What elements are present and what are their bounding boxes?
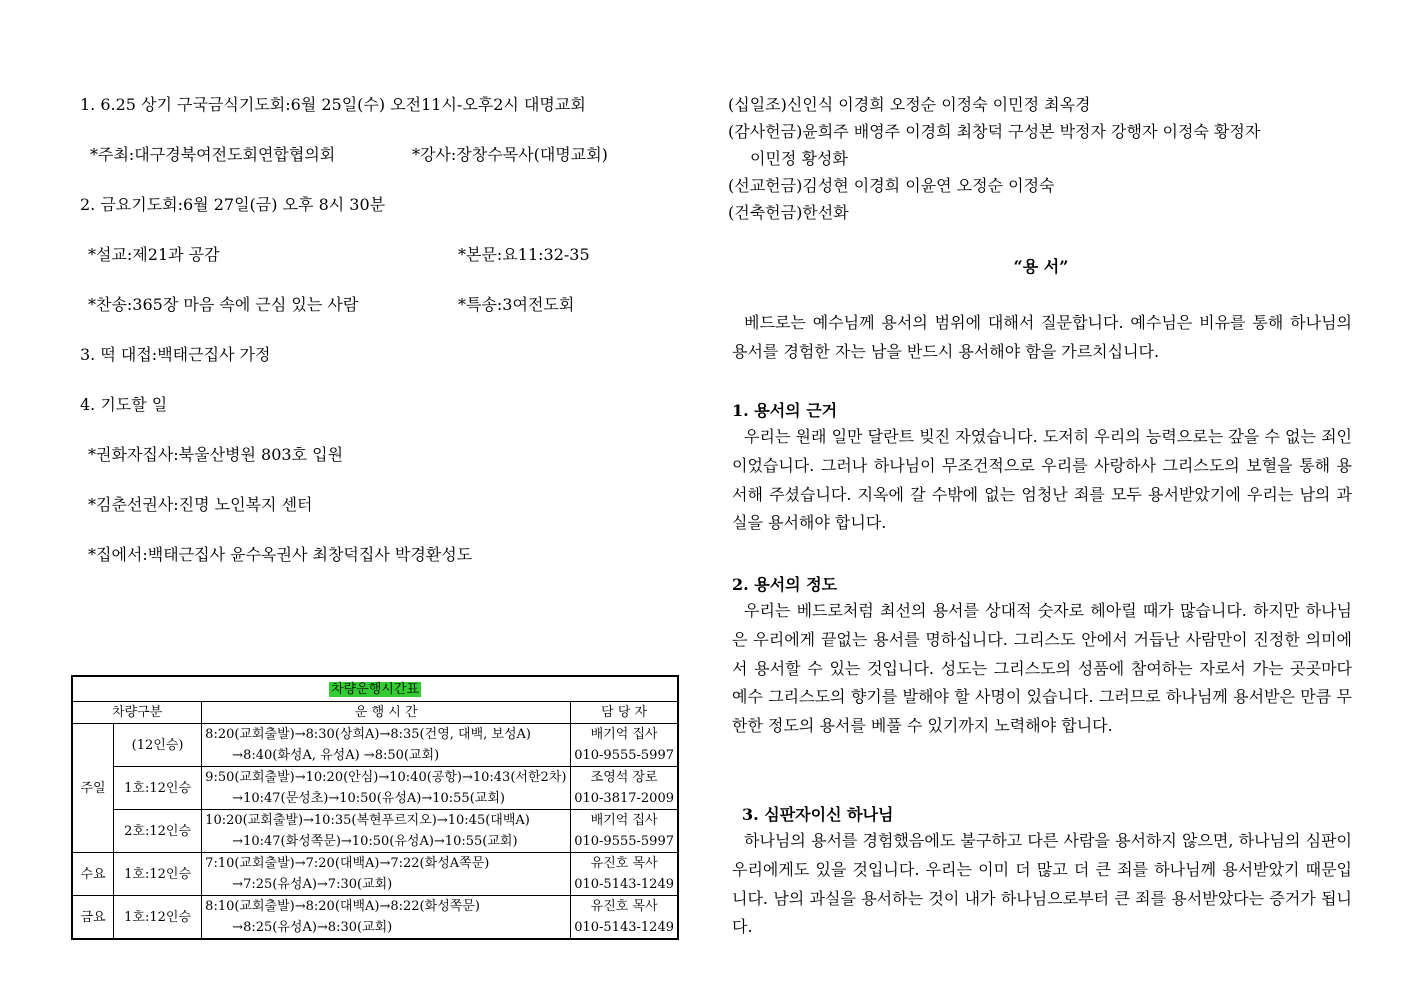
sermon-title: “용 서” (1013, 257, 1069, 276)
notice-item-1-speaker: *강사:장창수목사(대명교회) (412, 145, 608, 164)
route-line: 8:10(교회출발)→8:20(대백A)→8:22(화성쪽문) (202, 896, 571, 918)
notice-item-2-hymn: *찬송:365장 마음 속에 근심 있는 사람 (88, 295, 359, 314)
section-paragraph-2: 우리는 베드로처럼 최선의 용서를 상대적 숫자로 헤아릴 때가 많습니다. 하지만 하나님은 우리에게 끝없는 용서를 명하십니다. 그리스도 안에서 거듭난 사람만이 진정한 의미에서 용서할 수 있는 것입니다. 성도는 그리스도의 성품에 참여하는 자로서 가는 곳곳마다 예수 그리스도의 향기를 발해야 할 사명이 있습니다. 그러므로 하나님께 용서받은 만큼 무한한 정도의 용서를 베풀 수 있기까지 노력해야 합니다. (732, 601, 1352, 736)
person-cell: 유진호 목사 (571, 896, 678, 918)
route-line: →8:25(유성A)→8:30(교회) (202, 917, 571, 939)
vehicle-cell: 2호:12인승 (114, 810, 202, 853)
route-line: →10:47(화성쪽문)→10:50(유성A)→10:55(교회) (202, 831, 571, 853)
table-row (72, 896, 678, 918)
table-row (72, 724, 678, 746)
prayer-item-a: *권화자집사:북울산병원 803호 입원 (88, 445, 344, 464)
table-row (72, 767, 678, 789)
vehicle-schedule-table (71, 675, 679, 940)
section-heading-1: 1. 용서의 근거 (732, 401, 838, 420)
notice-item-2-sermon: *설교:제21과 공감 (88, 245, 220, 264)
day-friday: 금요 (72, 896, 114, 940)
offering-thanks-cont: 이민정 황성화 (750, 149, 848, 168)
person-cell: 유진호 목사 (571, 853, 678, 875)
schedule-title: 차량운행시간표 (331, 681, 419, 697)
route-line: 7:10(교회출발)→7:20(대백A)→7:22(화성A쪽문) (202, 853, 571, 875)
notice-item-1-host: *주최:대구경북여전도회연합협의회 (90, 145, 336, 164)
day-wednesday: 수요 (72, 853, 114, 896)
header-person: 담 당 자 (571, 702, 678, 724)
offering-mission: (선교헌금)김성현 이경희 이윤연 오정순 이정숙 (728, 176, 1055, 195)
table-header-row (72, 702, 678, 724)
prayer-item-c: *집에서:백태근집사 윤수옥권사 최창덕집사 박경환성도 (88, 545, 473, 564)
day-sunday: 주일 (72, 724, 114, 853)
notice-item-1: 1. 6.25 상기 구국금식기도회:6월 25일(수) 오전11시-오후2시 대명교회 (80, 95, 586, 114)
section-paragraph-3: 하나님의 용서를 경험했음에도 불구하고 다른 사람을 용서하지 않으면, 하나님의 심판이 우리에게도 있을 것입니다. 우리는 이미 더 많고 더 큰 죄를 하나님께 용서받았기 때문입니다. 남의 과실을 용서하는 것이 내가 하나님으로부터 큰 죄를 용서받았다는 증거가 됩니다. (732, 831, 1352, 937)
route-line: →10:47(문성초)→10:50(유성A)→10:55(교회) (202, 788, 571, 810)
person-cell: 배기억 집사 (571, 724, 678, 746)
prayer-item-b: *김춘선권사:진명 노인복지 센터 (88, 495, 313, 514)
route-line: 8:20(교회출발)→8:30(상희A)→8:35(건영, 대백, 보성A) (202, 724, 571, 746)
person-cell: 조영석 장로 (571, 767, 678, 789)
section-paragraph-1: 우리는 원래 일만 달란트 빚진 자였습니다. 도저히 우리의 능력으로는 갚을 수 없는 죄인이었습니다. 그러나 하나님이 무조건적으로 우리를 사랑하사 그리스도의 보혈을 통해 용서해 주셨습니다. 지옥에 갈 수밖에 없는 엄청난 죄를 모두 용서받았기에 우리는 남의 과실을 용서해야 합니다. (732, 427, 1352, 533)
route-line: 10:20(교회출발)→10:35(복현푸르지오)→10:45(대백A) (202, 810, 571, 832)
vehicle-cell: 1호:12인승 (114, 767, 202, 810)
header-time: 운 행 시 간 (202, 702, 571, 724)
route-line: →8:40(화성A, 유성A) →8:50(교회) (202, 745, 571, 767)
notice-item-2-special: *특송:3여전도회 (458, 295, 575, 314)
header-vehicle: 차량구분 (72, 702, 202, 724)
vehicle-cell: (12인승) (114, 724, 202, 767)
vehicle-cell: 1호:12인승 (114, 896, 202, 940)
person-cell: 배기억 집사 (571, 810, 678, 832)
notice-item-2-text: *본문:요11:32-35 (458, 245, 590, 264)
notice-item-4: 4. 기도할 일 (80, 395, 168, 414)
phone-cell: 010-5143-1249 (571, 917, 678, 939)
phone-cell: 010-9555-5997 (571, 745, 678, 767)
phone-cell: 010-9555-5997 (571, 831, 678, 853)
table-row (72, 853, 678, 875)
notice-item-3: 3. 떡 대접:백태근집사 가정 (80, 345, 271, 364)
route-line: →7:25(유성A)→7:30(교회) (202, 874, 571, 896)
section-heading-3: 3. 심판자이신 하나님 (742, 805, 894, 824)
offering-tithe: (십일조)신인식 이경희 오정순 이정숙 이민정 최옥경 (728, 95, 1091, 114)
phone-cell: 010-5143-1249 (571, 874, 678, 896)
vehicle-cell: 1호:12인승 (114, 853, 202, 896)
sermon-intro: 베드로는 예수님께 용서의 범위에 대해서 질문합니다. 예수님은 비유를 통해 하나님의 용서를 경험한 자는 남을 반드시 용서해야 함을 가르치십니다. (732, 313, 1352, 361)
notice-item-2: 2. 금요기도회:6월 27일(금) 오후 8시 30분 (80, 195, 386, 214)
table-row (72, 810, 678, 832)
phone-cell: 010-3817-2009 (571, 788, 678, 810)
section-heading-2: 2. 용서의 정도 (732, 575, 838, 594)
offering-thanks: (감사헌금)윤희주 배영주 이경희 최창덕 구성본 박정자 강행자 이정숙 황정자 (728, 122, 1261, 141)
offering-building: (건축헌금)한선화 (728, 203, 849, 222)
route-line: 9:50(교회출발)→10:20(안심)→10:40(공항)→10:43(서한2차) (202, 767, 571, 789)
schedule-title-cell (72, 676, 678, 702)
